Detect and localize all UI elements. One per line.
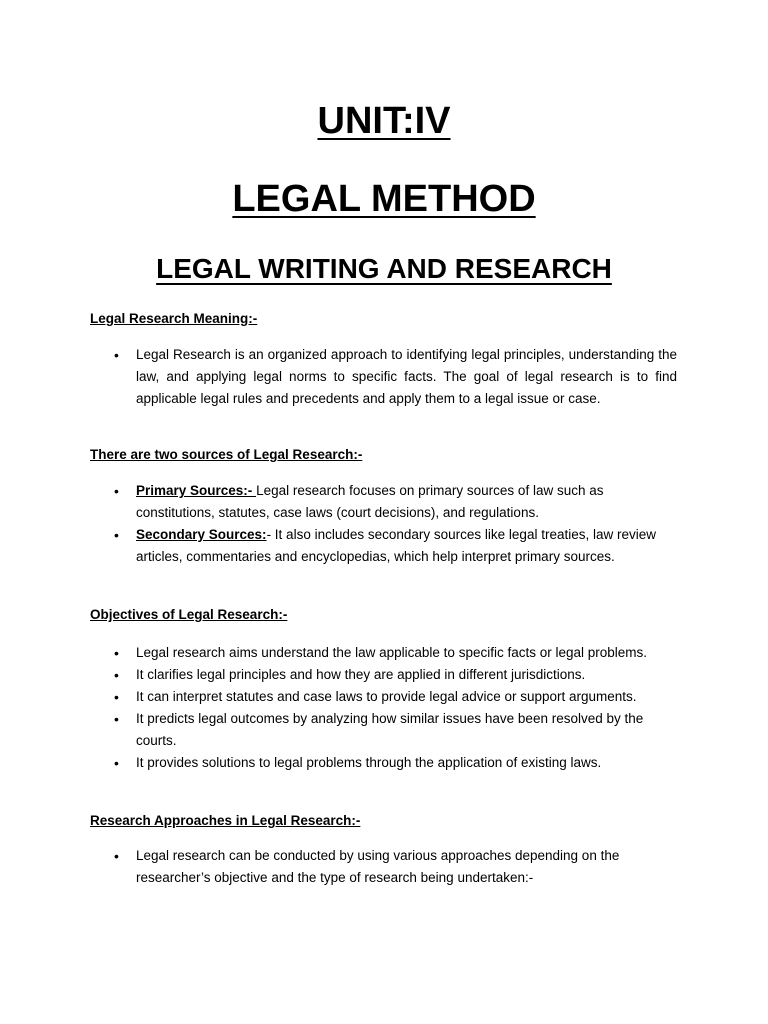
list-item: • It can interpret statutes and case laws to provide legal advice or support arguments. [136, 686, 677, 708]
list-item: • It provides solutions to legal problems through the application of existing laws. [136, 752, 677, 774]
secondary-sources-text: - It also includes secondary sources like legal treaties, law review articles, commentaries and encyclopedias, which help interpret primary sources. [136, 527, 656, 564]
topic-heading: LEGAL WRITING AND RESEARCH [156, 253, 612, 284]
approaches-heading: Research Approaches in Legal Research:- [90, 813, 361, 828]
sources-list [0, 480, 677, 568]
sources-heading: There are two sources of Legal Research:- [90, 447, 363, 462]
meaning-list [0, 344, 677, 410]
list-item-secondary-sources [136, 524, 677, 568]
list-item: • Legal Research is an organized approach to identifying legal principles, understanding the law, and applying legal norms to specific facts. The goal of legal research is to find applicable legal rules and precedents and apply them to a legal issue or case. [136, 344, 677, 410]
secondary-sources-term: Secondary Sources: [136, 527, 267, 542]
list-item: • It predicts legal outcomes by analyzing how similar issues have been resolved by the courts. [136, 708, 677, 752]
primary-sources-term: Primary Sources:- [136, 483, 257, 498]
list-item: • Legal research aims understand the law applicable to specific facts or legal problems. [136, 642, 677, 664]
list-item-primary-sources [136, 480, 677, 524]
subject-title: LEGAL METHOD [232, 178, 536, 220]
unit-title: UNIT:IV [317, 100, 451, 142]
objectives-heading: Objectives of Legal Research:- [90, 607, 288, 622]
list-item: • It clarifies legal principles and how they are applied in different jurisdictions. [136, 664, 677, 686]
objectives-list [0, 642, 677, 774]
primary-sources-text: Legal research focuses on primary sources of law such as constitutions, statutes, case laws (court decisions), and regulations. [136, 483, 604, 520]
list-item: • Legal research can be conducted by using various approaches depending on the researcher’s objective and the type of research being undertaken:- [136, 845, 677, 889]
approaches-list [0, 845, 677, 889]
meaning-heading: Legal Research Meaning:- [90, 311, 258, 326]
